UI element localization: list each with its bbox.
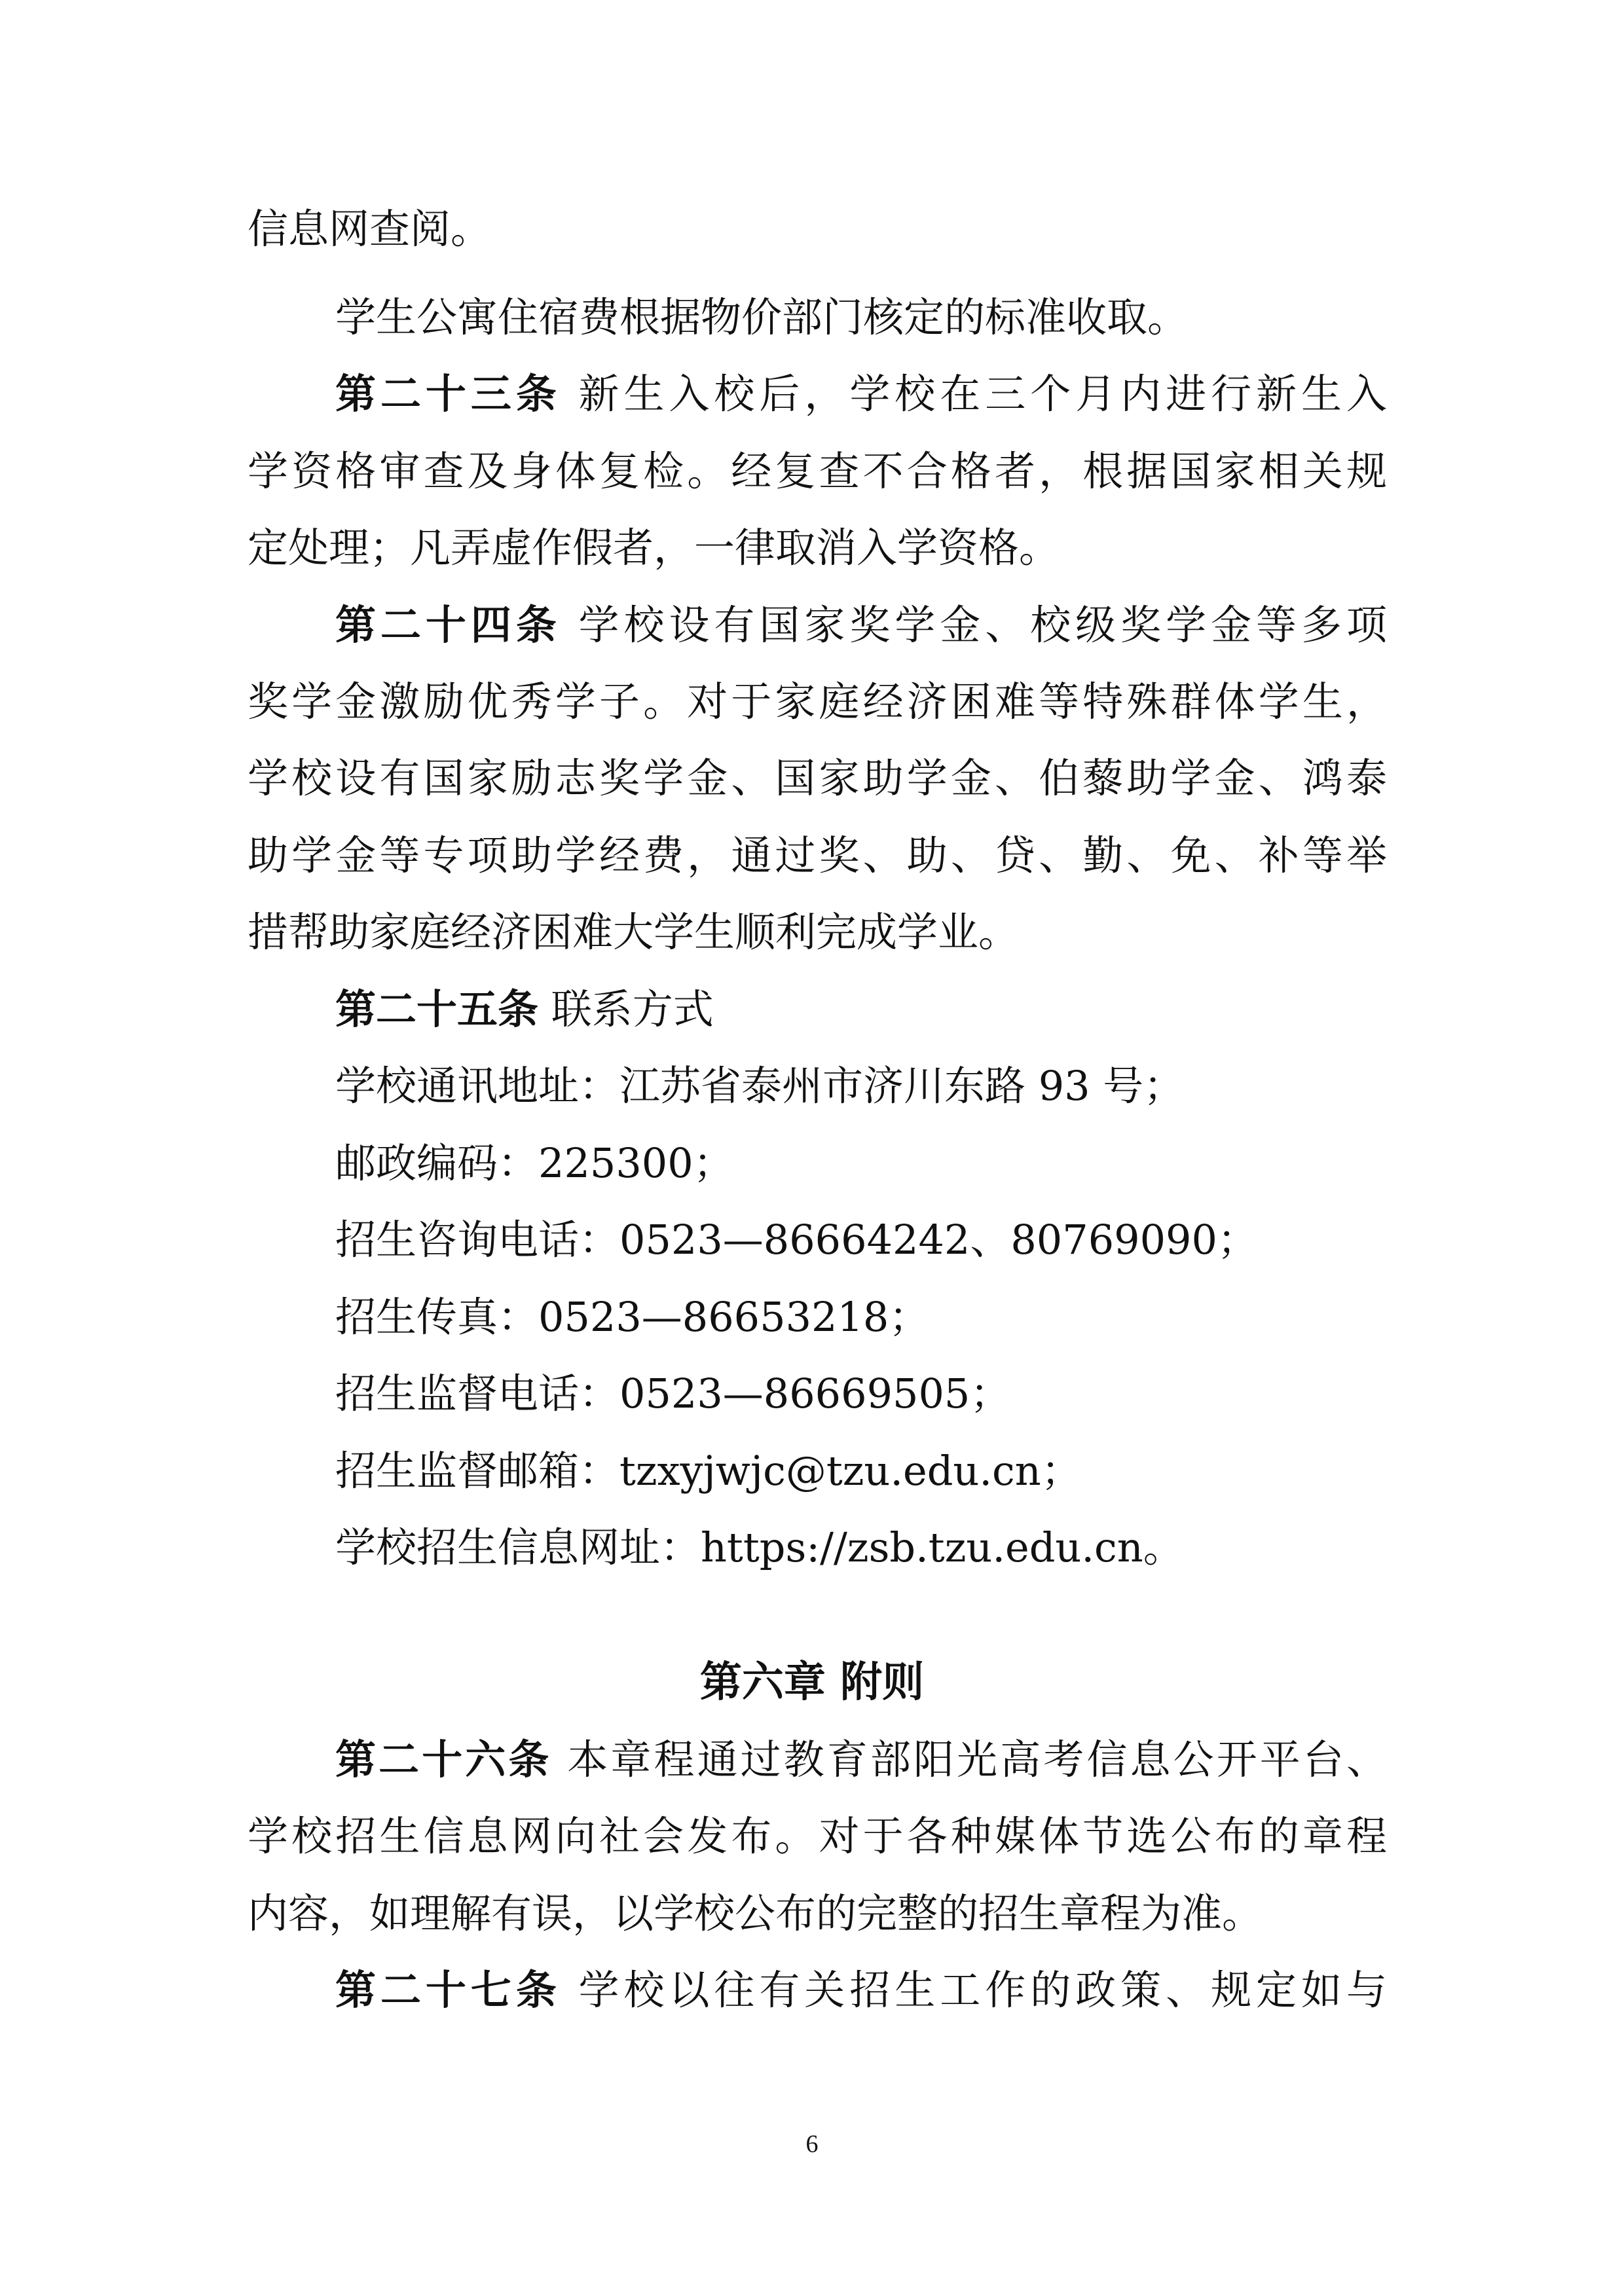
contact-website [335, 1522, 1387, 1574]
article-23-first-line [335, 368, 1387, 420]
contact-postcode [335, 1137, 1387, 1190]
text-line-2 [335, 291, 1387, 344]
line-text: 招生监督邮箱：tzxyjwjc@tzu.edu.cn； [335, 1447, 1082, 1495]
line-text: 助学金等专项助学经费，通过奖、助、贷、勤、免、补等举 [248, 831, 1387, 879]
line-text: 邮政编码：225300； [335, 1139, 734, 1187]
line-text: 学校招生信息网址：https://zsb.tzu.edu.cn。 [335, 1523, 1184, 1571]
line-text: 学校设有国家奖学金、校级奖学金等多项 [561, 601, 1387, 649]
line-text: 学校招生信息网向社会发布。对于各种媒体节选公布的章程 [248, 1812, 1387, 1860]
line-text: 联系方式 [538, 985, 714, 1033]
article-26-first-line [335, 1734, 1387, 1786]
contact-supervision-phone [335, 1368, 1387, 1420]
article-number: 第二十三条 [335, 370, 561, 418]
article-25-first-line [335, 983, 1387, 1036]
text-line-21 [248, 1887, 1387, 1940]
line-text: 招生传真：0523—86653218； [335, 1293, 930, 1341]
article-27-first-line [335, 1964, 1387, 2016]
article-number: 第二十七条 [335, 1966, 561, 2014]
line-text: 学校以往有关招生工作的政策、规定如与 [561, 1966, 1387, 2014]
line-text: 措帮助家庭经济困难大学生顺利完成学业。 [248, 908, 1020, 956]
contact-supervision-email [335, 1445, 1387, 1497]
line-text: 招生咨询电话：0523—86664242、80769090； [335, 1216, 1258, 1264]
text-line-8 [248, 752, 1387, 805]
line-text: 新生入校后，学校在三个月内进行新生入 [561, 370, 1387, 418]
line-text: 学资格审查及身体复检。经复查不合格者，根据国家相关规 [248, 447, 1387, 495]
text-line-9 [248, 829, 1387, 882]
line-text: 学校通讯地址：江苏省泰州市济川东路 93 号； [335, 1062, 1185, 1110]
line-text: 内容，如理解有误，以学校公布的完整的招生章程为准。 [248, 1889, 1263, 1937]
line-text: 定处理；凡弄虚作假者，一律取消入学资格。 [248, 524, 1060, 572]
text-line-5 [248, 522, 1387, 574]
page-number: 6 [805, 2130, 819, 2158]
text-line-1 [248, 203, 1387, 255]
contact-address [335, 1060, 1387, 1112]
article-number: 第二十六条 [335, 1736, 552, 1783]
line-text: 学校设有国家励志奖学金、国家助学金、伯藜助学金、鸿泰 [248, 754, 1387, 802]
article-number: 第二十四条 [335, 601, 561, 649]
line-text: 信息网查阅。 [248, 205, 492, 253]
article-24-first-line [335, 599, 1387, 651]
line-text: 学生公寓住宿费根据物价部门核定的标准收取。 [335, 293, 1189, 341]
contact-phone [335, 1214, 1387, 1266]
article-number: 第二十五条 [335, 985, 539, 1033]
line-text: 招生监督电话：0523—86669505； [335, 1370, 1011, 1417]
line-text: 本章程通过教育部阳光高考信息公开平台、 [551, 1736, 1387, 1783]
text-line-20 [248, 1810, 1387, 1863]
text-line-4 [248, 445, 1387, 498]
chapter-heading: 第六章 附则 [699, 1658, 925, 1707]
contact-fax [335, 1291, 1387, 1343]
line-text: 奖学金激励优秀学子。对于家庭经济困难等特殊群体学生， [248, 678, 1387, 725]
text-line-7 [248, 676, 1387, 728]
text-line-10 [248, 906, 1387, 958]
